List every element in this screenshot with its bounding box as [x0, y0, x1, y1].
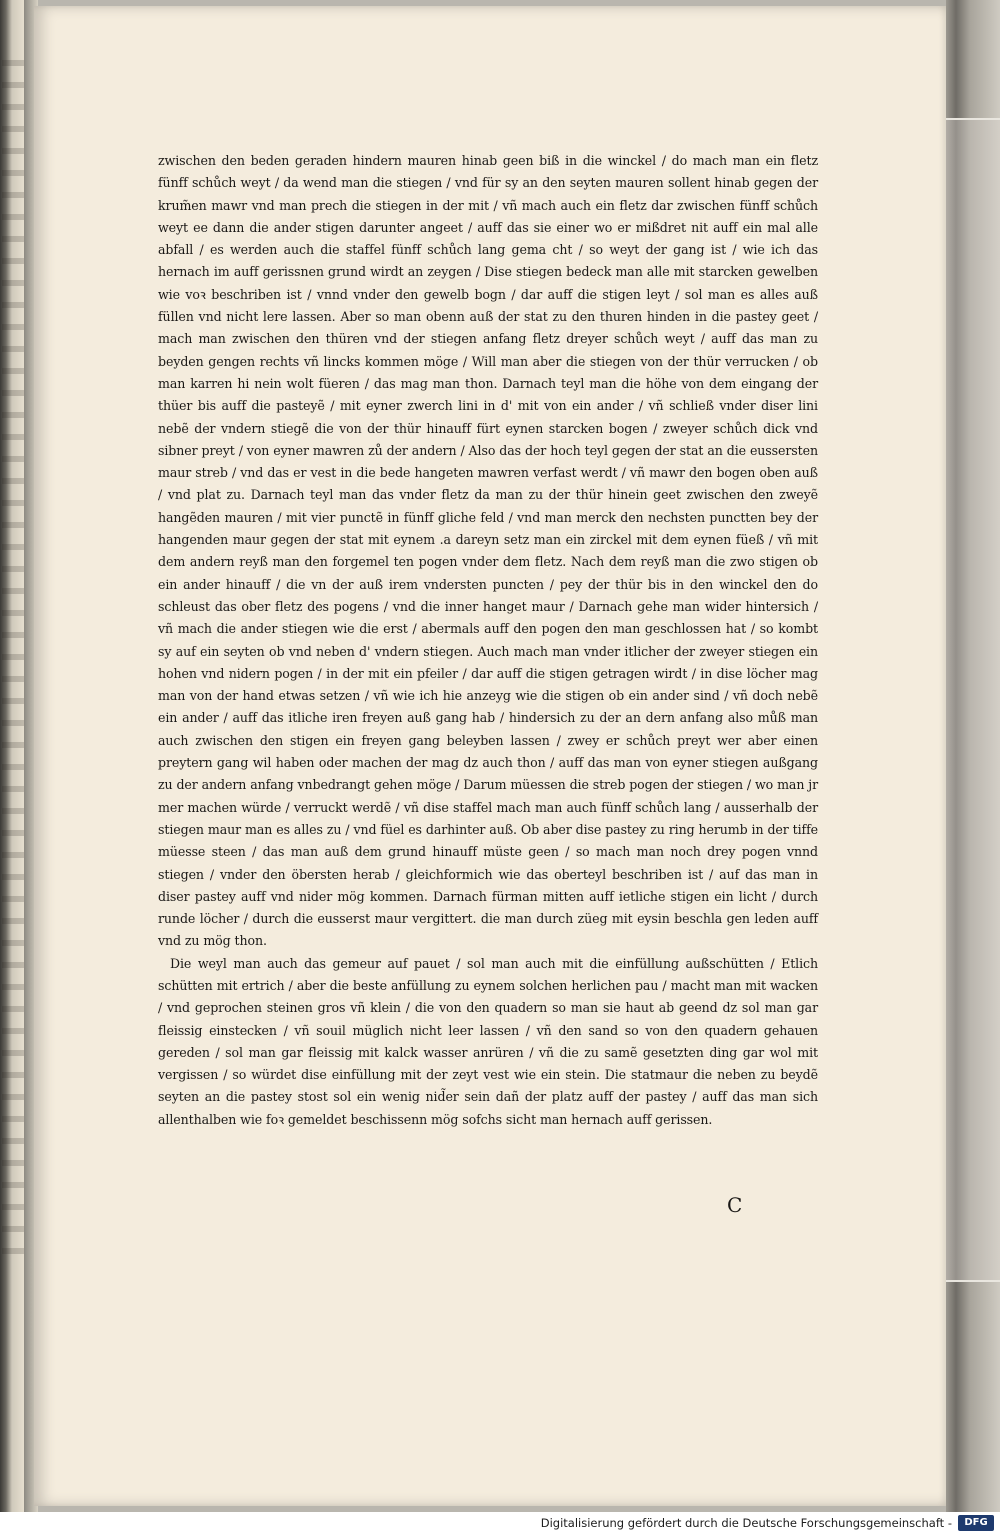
paragraph-2: Die weyl man auch das gemeur auf pauet / sol man auch mit die einfüllung außschütten / Etlich schütten mit ertrich / aber die beste anfüllung zu eynem solchen herlichen pau / macht man mit wacken / vnd geprochen steinen gros vñ klein / die von den quadern so man sie haut ab geend dz sol man gar fleissig einstecken / vñ souil müglich nicht leer lassen / vñ den sand so von den quadern gehauen gereden / sol man gar fleissig mit kalck wasser anrüren / vñ die zu samẽ gesetzten ding gar wol mit vergissen / so würdet dise einfüllung mit der zeyt vest wie ein stein. Die statmaur die neben zu beydẽ seyten an die pastey stost sol ein wenig nid̃er sein dañ der platz auff der pastey / auff das man sich allenthalben wie foꝛ gemeldet beschissenn mög sofchs sicht man hernach auff gerissen. — [158, 955, 818, 1127]
left-page-edge — [0, 0, 24, 1512]
catchword-signature: C — [727, 1193, 743, 1217]
page-body-text — [158, 150, 818, 1131]
paragraph-1: zwischen den beden geraden hindern mauren hinab geen biß in die winckel / do mach man ein fletz fünff schůch weyt / da wend man die stiegen / vnd für sy an den seyten mauren sollent hinab gegen der krum̃en mawr vnd man prech die stiegen in der mit / vñ mach auch ein fletz dar zwischen fünff schůch weyt ee dann die ander stigen darunter angeet / auff das sie einer wo er mißdret nit auff ein mal alle abfall / es werden auch die staffel fünff schůch lang gema cht / so weyt der gang ist / wie ich das hernach im auff gerissnen grund wirdt an zeygen / Dise stiegen bedeck man alle mit starcken gewelben wie voꝛ beschriben ist / vnnd vnder den gewelb bogn / dar auff die stigen leyt / sol man es alles auß füllen vnd nicht lere lassen. Aber so man obenn auß der stat zu den thuren hinden in die pastey geet / mach man zwischen den thüren vnd der stiegen anfang fletz dreyer schůch weyt / auff das man zu beyden gengen rechts vñ lincks kommen möge / Will man aber die stiegen von der thür verrucken / ob man karren hi nein wolt füeren / das mag man thon. Darnach teyl man die höhe von dem eingang der thüer bis auff die pasteyẽ / mit eyner zwerch lini in d' mit von ein ander / vñ schließ vnder diser lini nebẽ der vndern stiegẽ die von der thür hinauff fürt eynen starcken bogen / zweyer schůch dick vnd sibner preyt / von eyner mawren zů der andern / Also das der hoch teyl gegen der stat an die eussersten maur streb / vnd das er vest in die bede hangeten mawren verfast werdt / vñ mawr den bogen oben auß / vnd plat zu. Darnach teyl man das vnder fletz da man zu der thür hinein geet zwischen den zweyẽ hangẽden mauren / mit vier punctẽ in fünff gliche feld / vnd man merck den nechsten punctten bey der hangenden maur gegen der stat mit eynem .a dareyn setz man ein zirckel mit dem eynen füeß / vñ mit dem andern reyß man den forgemel ten pogen vnder dem fletz. Nach dem reyß man die zwo stigen ob ein ander hinauff / die vn der auß irem vndersten puncten / pey der thür bis in den winckel den do schleust das ober fletz des pogens / vnd die inner hanget maur / Darnach gehe man wider hintersich / vñ mach die ander stiegen wie die erst / abermals auff den pogen den man geschlossen hat / so kombt sy auf ein seyten ob vnd neben d' vndern stiegen. Auch mach man vnder itlicher der zweyer stiegen ein hohen vnd nidern pogen / in der mit ein pfeiler / dar auff die stigen getragen wirdt / in dise löcher mag man von der hand etwas setzen / vñ wie ich hie anzeyg wie die stigen ob ein ander sind / vñ doch nebẽ ein ander / auff das itliche iren freyen auß gang hab / hindersich zu der an dern anfang also můß man auch zwischen den stigen ein freyen gang beleyben lassen / zwey er schůch preyt wer aber einen preytern gang wil haben oder machen der mag dz auch thon / auff das man von eyner stiegen außgang zu der andern anfang vnbedrangt gehen möge / Darum müessen die streb pogen der stiegen / wo man jr mer machen würde / verruckt werdẽ / vñ dise staffel mach man auch fünff schůch lang / ausserhalb der stiegen maur man es alles zu / vnd füel es darhinter auß. Ob aber dise pastey zu ring herumb in der tiffe müesse steen / das man auß dem grund hinauff müste geen / so mach man noch drey pogen vnnd stiegen / vnder den öbersten herab / gleichformich wie das oberteyl beschriben ist / auf das man in diser pastey auff vnd nider mög kommen. Darnach fürman mitten auff ietliche stigen ein licht / durch runde löcher / durch die eusserst maur vergittert. die man durch züeg mit eysin beschla gen leden auff vnd zu mög thon. — [158, 153, 818, 949]
dfg-logo: DFG — [958, 1515, 994, 1531]
footer-bar — [0, 1512, 1000, 1534]
funding-notice: Digitalisierung gefördert durch die Deutsche Forschungsgemeinschaft - — [540, 1516, 952, 1530]
left-page-text-fragments — [2, 60, 24, 1260]
